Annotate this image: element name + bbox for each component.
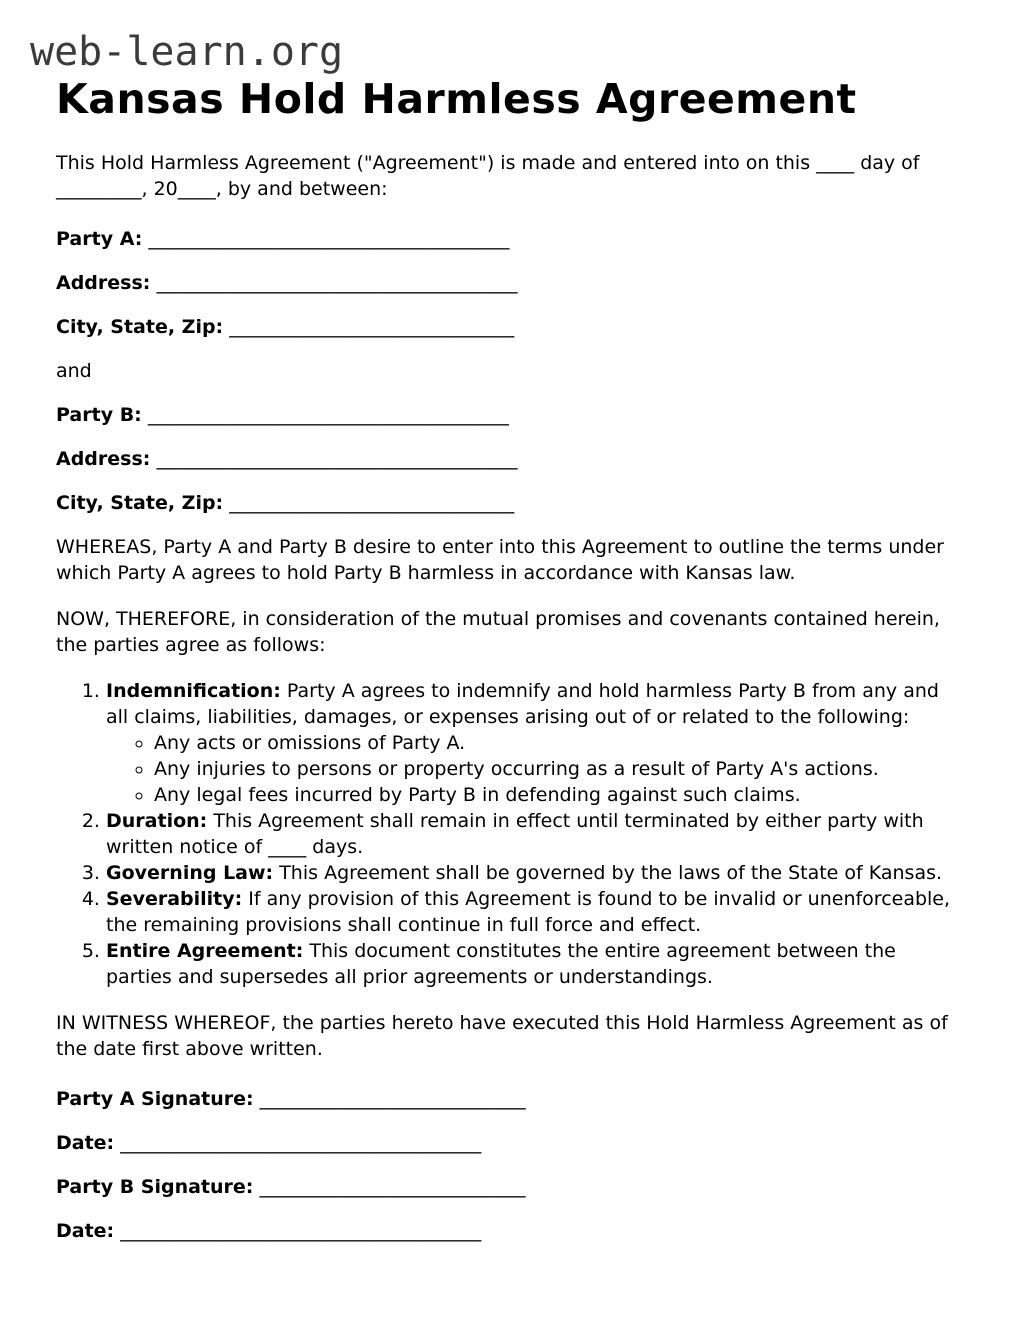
party-a-signature-row bbox=[56, 1086, 967, 1112]
party-a-address-label: Address: bbox=[56, 272, 151, 294]
bullet-item: ◦ Any injuries to persons or property occurring as a result of Party A's actions. bbox=[154, 756, 967, 782]
conjunction-text: and bbox=[56, 360, 92, 382]
term-item-indemnification bbox=[106, 678, 967, 808]
party-a-address-row bbox=[56, 270, 967, 296]
party-b-date-blank: ______________________________________ bbox=[120, 1220, 482, 1242]
party-b-signature-blank: ____________________________ bbox=[259, 1176, 526, 1198]
term-text: This document constitutes the entire agreement between the parties and supersedes all prior agreements or understandings. bbox=[106, 940, 896, 988]
party-a-name-row bbox=[56, 226, 967, 252]
term-item-governing-law bbox=[106, 860, 967, 886]
document-title: Kansas Hold Harmless Agreement bbox=[56, 75, 857, 123]
term-title: Duration: bbox=[106, 810, 208, 832]
party-a-address-blank: ______________________________________ bbox=[156, 272, 518, 294]
term-text: Party A agrees to indemnify and hold harmless Party B from any and all claims, liabilities, damages, or expenses arising out of or related to the following: bbox=[106, 680, 939, 728]
party-a-city-blank: ______________________________ bbox=[229, 316, 515, 338]
terms-list bbox=[56, 678, 967, 990]
therefore-paragraph: NOW, THEREFORE, in consideration of the mutual promises and covenants contained herein, the parties agree as follows: bbox=[56, 608, 940, 656]
party-b-name-row bbox=[56, 402, 967, 428]
term-text: This Agreement shall remain in effect until terminated by either party with written notice of ____ days. bbox=[106, 810, 924, 858]
party-b-blank: ______________________________________ bbox=[147, 404, 509, 426]
term-title: Severability: bbox=[106, 888, 243, 910]
party-a-date-blank: ______________________________________ bbox=[120, 1132, 482, 1154]
bullet-item: ◦ Any acts or omissions of Party A. bbox=[154, 730, 967, 756]
party-b-city-blank: ______________________________ bbox=[229, 492, 515, 514]
term-text: If any provision of this Agreement is found to be invalid or unenforceable, the remaining provisions shall continue in full force and effect. bbox=[106, 888, 951, 936]
bullet-item: ◦ Any legal fees incurred by Party B in defending against such claims. bbox=[154, 782, 967, 808]
term-title: Indemnification: bbox=[106, 680, 281, 702]
term-text: This Agreement shall be governed by the laws of the State of Kansas. bbox=[279, 862, 943, 884]
term-item-severability bbox=[106, 886, 967, 938]
intro-paragraph: This Hold Harmless Agreement ("Agreement") is made and entered into on this ____ day of _________, 20____, by and between: bbox=[56, 152, 920, 200]
party-a-blank: ______________________________________ bbox=[148, 228, 510, 250]
party-a-date-label: Date: bbox=[56, 1132, 115, 1154]
term-item-entire-agreement bbox=[106, 938, 967, 990]
party-b-address-blank: ______________________________________ bbox=[156, 448, 518, 470]
party-a-label: Party A: bbox=[56, 228, 143, 250]
site-logo: web-learn.org bbox=[30, 29, 344, 75]
party-b-label: Party B: bbox=[56, 404, 142, 426]
term-title: Governing Law: bbox=[106, 862, 274, 884]
party-b-date-label: Date: bbox=[56, 1220, 115, 1242]
party-a-signature-label: Party A Signature: bbox=[56, 1088, 254, 1110]
term-title: Entire Agreement: bbox=[106, 940, 304, 962]
party-b-city-row bbox=[56, 490, 967, 516]
party-b-city-label: City, State, Zip: bbox=[56, 492, 224, 514]
term-item-duration bbox=[106, 808, 967, 860]
witness-paragraph: IN WITNESS WHEREOF, the parties hereto have executed this Hold Harmless Agreement as of the date first above written. bbox=[56, 1012, 948, 1060]
party-b-date-row bbox=[56, 1218, 967, 1244]
party-a-date-row bbox=[56, 1130, 967, 1156]
party-b-address-row bbox=[56, 446, 967, 472]
party-a-city-row bbox=[56, 314, 967, 340]
party-a-signature-blank: ____________________________ bbox=[259, 1088, 526, 1110]
party-b-signature-row bbox=[56, 1174, 967, 1200]
indemnification-sub-list bbox=[106, 730, 967, 808]
party-a-city-label: City, State, Zip: bbox=[56, 316, 224, 338]
whereas-paragraph: WHEREAS, Party A and Party B desire to enter into this Agreement to outline the terms under which Party A agrees to hold Party B harmless in accordance with Kansas law. bbox=[56, 536, 944, 584]
party-b-address-label: Address: bbox=[56, 448, 151, 470]
party-b-signature-label: Party B Signature: bbox=[56, 1176, 254, 1198]
